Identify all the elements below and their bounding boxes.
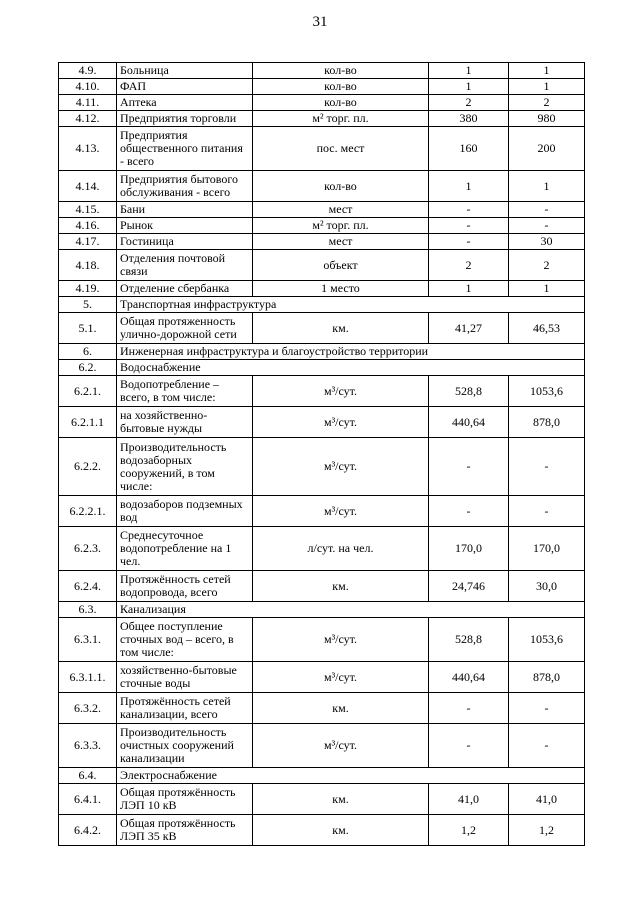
section-row xyxy=(59,602,585,618)
table-row xyxy=(59,693,585,724)
unit-of-measure: м² торг. пл. xyxy=(253,218,429,234)
section-title: Канализация xyxy=(117,602,585,618)
table-row xyxy=(59,111,585,127)
unit-of-measure: объект xyxy=(253,250,429,281)
row-number: 6.4.2. xyxy=(59,815,117,846)
row-number: 6.2.1. xyxy=(59,376,117,407)
current-value: 41,27 xyxy=(429,313,509,344)
current-value: 1 xyxy=(429,281,509,297)
section-title: Водоснабжение xyxy=(117,360,585,376)
projected-value: 170,0 xyxy=(509,527,585,571)
row-number: 4.14. xyxy=(59,171,117,202)
current-value: 380 xyxy=(429,111,509,127)
current-value: 2 xyxy=(429,250,509,281)
table-row xyxy=(59,95,585,111)
unit-of-measure: мест xyxy=(253,202,429,218)
current-value: - xyxy=(429,218,509,234)
row-number: 6.3.2. xyxy=(59,693,117,724)
current-value: 440,64 xyxy=(429,407,509,438)
row-number: 6.4. xyxy=(59,768,117,784)
projected-value: 30 xyxy=(509,234,585,250)
page-number: 31 xyxy=(312,14,328,30)
unit-of-measure: км. xyxy=(253,313,429,344)
indicator-name: Аптека xyxy=(117,95,253,111)
indicator-name: Производительность водозаборных сооружений, в том числе: xyxy=(117,438,253,496)
unit-of-measure: кол-во xyxy=(253,79,429,95)
table-row xyxy=(59,527,585,571)
indicator-name: Протяжённость сетей канализации, всего xyxy=(117,693,253,724)
row-number: 4.18. xyxy=(59,250,117,281)
table-row xyxy=(59,313,585,344)
current-value: - xyxy=(429,496,509,527)
unit-of-measure: м³/сут. xyxy=(253,376,429,407)
current-value: 2 xyxy=(429,95,509,111)
indicator-name: Водопотребление – всего, в том числе: xyxy=(117,376,253,407)
table-row xyxy=(59,281,585,297)
row-number: 6. xyxy=(59,344,117,360)
unit-of-measure: км. xyxy=(253,571,429,602)
indicator-name: Гостиница xyxy=(117,234,253,250)
row-number: 4.19. xyxy=(59,281,117,297)
unit-of-measure: кол-во xyxy=(253,95,429,111)
unit-of-measure: л/сут. на чел. xyxy=(253,527,429,571)
indicator-name: на хозяйственно-бытовые нужды xyxy=(117,407,253,438)
row-number: 6.2.2.1. xyxy=(59,496,117,527)
table-row xyxy=(59,250,585,281)
row-number: 6.3.3. xyxy=(59,724,117,768)
projected-value: 1 xyxy=(509,281,585,297)
unit-of-measure: км. xyxy=(253,815,429,846)
table-row xyxy=(59,438,585,496)
section-row xyxy=(59,360,585,376)
projected-value: 2 xyxy=(509,250,585,281)
table-row xyxy=(59,662,585,693)
table-row xyxy=(59,376,585,407)
projected-value: - xyxy=(509,724,585,768)
projected-value: 980 xyxy=(509,111,585,127)
projected-value: 1 xyxy=(509,63,585,79)
projected-value: 1 xyxy=(509,79,585,95)
table-row xyxy=(59,63,585,79)
current-value: 24,746 xyxy=(429,571,509,602)
unit-of-measure: м³/сут. xyxy=(253,438,429,496)
indicator-name: Предприятия бытового обслуживания - всего xyxy=(117,171,253,202)
indicator-name: Больница xyxy=(117,63,253,79)
row-number: 6.2.3. xyxy=(59,527,117,571)
unit-of-measure: кол-во xyxy=(253,63,429,79)
indicator-name: водозаборов подземных вод xyxy=(117,496,253,527)
indicator-name: Общее поступление сточных вод – всего, в том числе: xyxy=(117,618,253,662)
unit-of-measure: 1 место xyxy=(253,281,429,297)
indicator-name: Рынок xyxy=(117,218,253,234)
row-number: 6.3.1. xyxy=(59,618,117,662)
indicator-name: Производительность очистных сооружений канализации xyxy=(117,724,253,768)
current-value: 1 xyxy=(429,171,509,202)
projected-value: 200 xyxy=(509,127,585,171)
table-body xyxy=(59,63,585,846)
unit-of-measure: кол-во xyxy=(253,171,429,202)
current-value: - xyxy=(429,724,509,768)
projected-value: - xyxy=(509,693,585,724)
projected-value: 1 xyxy=(509,171,585,202)
indicator-name: Отделение сбербанка xyxy=(117,281,253,297)
indicator-name: Бани xyxy=(117,202,253,218)
table-row xyxy=(59,79,585,95)
indicator-name: Общая протяжённость ЛЭП 10 кВ xyxy=(117,784,253,815)
row-number: 6.4.1. xyxy=(59,784,117,815)
row-number: 4.16. xyxy=(59,218,117,234)
unit-of-measure: м³/сут. xyxy=(253,724,429,768)
table-row xyxy=(59,784,585,815)
row-number: 4.17. xyxy=(59,234,117,250)
table-row xyxy=(59,407,585,438)
row-number: 4.9. xyxy=(59,63,117,79)
current-value: 440,64 xyxy=(429,662,509,693)
current-value: 1 xyxy=(429,79,509,95)
unit-of-measure: м³/сут. xyxy=(253,618,429,662)
projected-value: 1,2 xyxy=(509,815,585,846)
table-row xyxy=(59,234,585,250)
projected-value: 2 xyxy=(509,95,585,111)
unit-of-measure: м³/сут. xyxy=(253,496,429,527)
indicator-name: Общая протяжённость ЛЭП 35 кВ xyxy=(117,815,253,846)
projected-value: - xyxy=(509,218,585,234)
row-number: 4.10. xyxy=(59,79,117,95)
section-row xyxy=(59,344,585,360)
table-row xyxy=(59,724,585,768)
row-number: 6.2. xyxy=(59,360,117,376)
section-title: Транспортная инфраструктура xyxy=(117,297,585,313)
current-value: - xyxy=(429,693,509,724)
row-number: 4.15. xyxy=(59,202,117,218)
projected-value: 46,53 xyxy=(509,313,585,344)
indicator-name: Отделения почтовой связи xyxy=(117,250,253,281)
row-number: 4.11. xyxy=(59,95,117,111)
row-number: 6.3. xyxy=(59,602,117,618)
indicator-name: Предприятия общественного питания - всего xyxy=(117,127,253,171)
current-value: - xyxy=(429,438,509,496)
current-value: 528,8 xyxy=(429,376,509,407)
row-number: 6.2.4. xyxy=(59,571,117,602)
indicator-name: Среднесуточное водопотребление на 1 чел. xyxy=(117,527,253,571)
table-row xyxy=(59,202,585,218)
projected-value: - xyxy=(509,438,585,496)
current-value: 160 xyxy=(429,127,509,171)
table-row xyxy=(59,496,585,527)
projected-value: 30,0 xyxy=(509,571,585,602)
section-row xyxy=(59,768,585,784)
indicator-name: Предприятия торговли xyxy=(117,111,253,127)
row-number: 6.3.1.1. xyxy=(59,662,117,693)
unit-of-measure: м³/сут. xyxy=(253,662,429,693)
row-number: 6.2.1.1 xyxy=(59,407,117,438)
projected-value: 41,0 xyxy=(509,784,585,815)
projected-value: 1053,6 xyxy=(509,376,585,407)
section-title: Электроснабжение xyxy=(117,768,585,784)
current-value: 1 xyxy=(429,63,509,79)
unit-of-measure: пос. мест xyxy=(253,127,429,171)
table-row xyxy=(59,815,585,846)
projected-value: - xyxy=(509,202,585,218)
current-value: 170,0 xyxy=(429,527,509,571)
current-value: - xyxy=(429,202,509,218)
row-number: 5. xyxy=(59,297,117,313)
projected-value: - xyxy=(509,496,585,527)
row-number: 5.1. xyxy=(59,313,117,344)
indicator-name: хозяйственно-бытовые сточные воды xyxy=(117,662,253,693)
indicator-table xyxy=(58,62,585,846)
indicator-name: Общая протяженность улично-дорожной сети xyxy=(117,313,253,344)
projected-value: 1053,6 xyxy=(509,618,585,662)
unit-of-measure: мест xyxy=(253,234,429,250)
current-value: 528,8 xyxy=(429,618,509,662)
table-row xyxy=(59,571,585,602)
projected-value: 878,0 xyxy=(509,407,585,438)
table-row xyxy=(59,171,585,202)
indicator-name: ФАП xyxy=(117,79,253,95)
table-row xyxy=(59,218,585,234)
indicator-name: Протяжённость сетей водопровода, всего xyxy=(117,571,253,602)
table-row xyxy=(59,127,585,171)
unit-of-measure: м² торг. пл. xyxy=(253,111,429,127)
section-title: Инженерная инфраструктура и благоустройство территории xyxy=(117,344,585,360)
row-number: 4.12. xyxy=(59,111,117,127)
row-number: 4.13. xyxy=(59,127,117,171)
row-number: 6.2.2. xyxy=(59,438,117,496)
current-value: 41,0 xyxy=(429,784,509,815)
current-value: 1,2 xyxy=(429,815,509,846)
section-row xyxy=(59,297,585,313)
table-row xyxy=(59,618,585,662)
current-value: - xyxy=(429,234,509,250)
unit-of-measure: км. xyxy=(253,693,429,724)
projected-value: 878,0 xyxy=(509,662,585,693)
unit-of-measure: км. xyxy=(253,784,429,815)
unit-of-measure: м³/сут. xyxy=(253,407,429,438)
